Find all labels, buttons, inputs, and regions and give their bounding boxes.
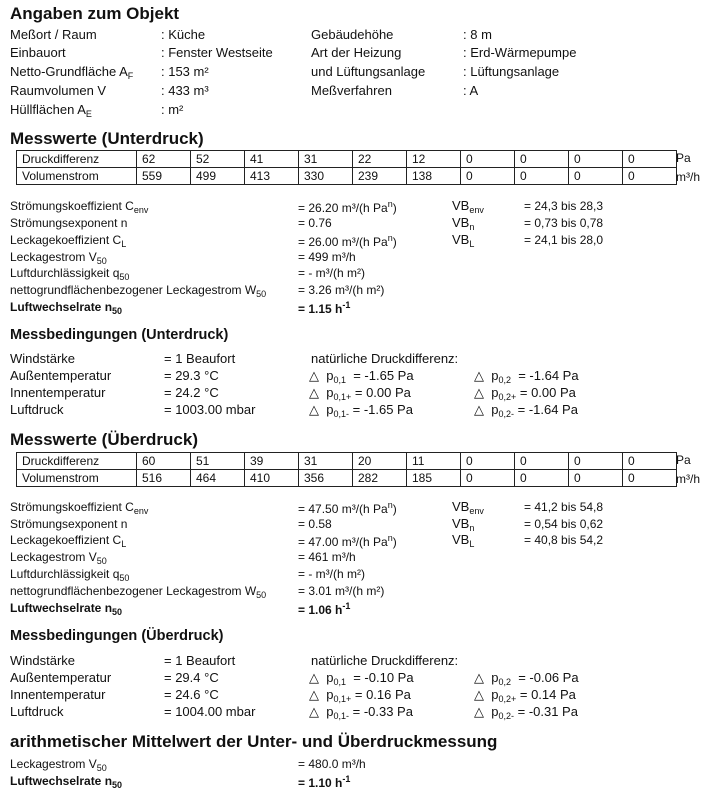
- table-cell: 185: [407, 470, 461, 487]
- under-cond-label: Innentemperatur: [10, 385, 106, 400]
- under-cond-value: = 1003.00 mbar: [164, 402, 256, 417]
- table-cell: 413: [245, 168, 299, 185]
- under-vb-range: = 0,73 bis 0,78: [524, 216, 604, 230]
- under-cond-value: = 29.3 °C: [164, 368, 219, 383]
- object-label-einbauort: Einbauort: [10, 45, 66, 60]
- table-cell: Volumenstrom: [17, 470, 137, 487]
- delta-icon: △: [474, 687, 484, 702]
- under-nat-p1: △ $p_{0,1+} = 0.00$ Pa: [309, 385, 411, 402]
- over-result-value: = 3.01 m³/(h m²): [298, 584, 385, 598]
- under-result-value: = - m³/(h m²): [298, 266, 365, 280]
- under-unit-pa: Pa: [676, 151, 691, 165]
- object-value-raumvolumen: : 433 m³: [161, 83, 209, 98]
- table-cell: 516: [137, 470, 191, 487]
- object-value-lueftung: : Lüftungsanlage: [463, 64, 560, 79]
- under-vb-label: $VB_{env}$: [452, 198, 484, 215]
- over-vb-range: = 41,2 bis 54,8: [524, 500, 604, 514]
- under-result-value: = 0.76: [298, 216, 332, 230]
- table-cell: Druckdifferenz: [17, 453, 137, 470]
- under-nat-p2: △ $p_{0,2+} = 0.00$ Pa: [474, 385, 576, 402]
- table-cell: 0: [461, 470, 515, 487]
- table-cell: 282: [353, 470, 407, 487]
- under-result-label: Strömungsexponent n: [10, 216, 128, 230]
- over-nat-p2: △ $p_{0,2+} = 0.14$ Pa: [474, 687, 576, 704]
- under-vb-label: $VB_n$: [452, 215, 475, 232]
- table-cell: Druckdifferenz: [17, 151, 137, 168]
- table-cell: 0: [569, 151, 623, 168]
- table-cell: 330: [299, 168, 353, 185]
- mean-leak-value: = 480.0 m³/h: [298, 757, 366, 771]
- over-vb-range: = 40,8 bis 54,2: [524, 533, 604, 547]
- over-unit-m3h: m³/h: [676, 472, 700, 486]
- table-cell: 20: [353, 453, 407, 470]
- over-result-value: = 0.58: [298, 517, 332, 531]
- table-cell: 559: [137, 168, 191, 185]
- under-nat-p2: △ $p_{0,2} = -1.64$ Pa: [474, 368, 579, 385]
- table-cell: 499: [191, 168, 245, 185]
- table-cell: 138: [407, 168, 461, 185]
- object-label-lueftung: und Lüftungsanlage: [311, 64, 426, 79]
- under-result-label: Leckagestrom $V_{50}$: [10, 250, 107, 266]
- under-cond-label: Außentemperatur: [10, 368, 112, 383]
- over-result-label: Strömungsexponent n: [10, 517, 128, 531]
- delta-icon: △: [474, 402, 484, 417]
- mean-leak-label: Leckagestrom $V_{50}$: [10, 757, 107, 773]
- under-cond-label: Windstärke: [10, 351, 76, 366]
- over-vb-label: $VB_L$: [452, 532, 475, 549]
- under-unit-m3h: m³/h: [676, 170, 700, 184]
- table-cell: Volumenstrom: [17, 168, 137, 185]
- object-label-raumvolumen: Raumvolumen V: [10, 83, 107, 98]
- over-cond-label: Luftdruck: [10, 704, 64, 719]
- table-cell: 12: [407, 151, 461, 168]
- object-value-messverfahren: : A: [463, 83, 479, 98]
- over-title: Messwerte (Überdruck): [10, 430, 199, 449]
- object-value-huellflaechen: : m²: [161, 102, 184, 117]
- over-unit-pa: Pa: [676, 453, 691, 467]
- under-result-label: Leckagekoeffizient $C_L$: [10, 233, 127, 249]
- over-nat-p1: △ $p_{0,1} = -0.10$ Pa: [309, 670, 414, 687]
- delta-icon: △: [474, 368, 484, 383]
- under-vb-label: $VB_L$: [452, 232, 475, 249]
- delta-icon: △: [309, 704, 319, 719]
- table-cell: 39: [245, 453, 299, 470]
- over-vb-label: $VB_n$: [452, 516, 475, 533]
- table-cell: 0: [515, 151, 569, 168]
- table-cell: 62: [137, 151, 191, 168]
- delta-icon: △: [309, 670, 319, 685]
- table-cell: 0: [623, 151, 677, 168]
- under-vb-range: = 24,1 bis 28,0: [524, 233, 604, 247]
- delta-icon: △: [309, 402, 319, 417]
- table-row: [17, 453, 677, 470]
- object-label-messort: Meßort / Raum: [10, 27, 97, 42]
- delta-icon: △: [474, 704, 484, 719]
- under-result-label: Strömungskoeffizient $C_{env}$: [10, 199, 149, 215]
- under-nat-p1: △ $p_{0,1} = -1.65$ Pa: [309, 368, 414, 385]
- table-cell: 239: [353, 168, 407, 185]
- over-cond-value: = 1004.00 mbar: [164, 704, 256, 719]
- over-rate-value: = 1.06 $h^{-1}$: [298, 601, 351, 617]
- delta-icon: △: [474, 385, 484, 400]
- under-nat-p1: △ $p_{0,1-} = -1.65$ Pa: [309, 402, 413, 419]
- over-result-label: Strömungskoeffizient $C_{env}$: [10, 500, 149, 516]
- table-cell: 11: [407, 453, 461, 470]
- table-row: [17, 470, 677, 487]
- under-nat-title: natürliche Druckdifferenz:: [311, 351, 459, 366]
- over-cond-title: Messbedingungen (Überdruck): [10, 628, 224, 644]
- under-rate-value: = 1.15 $h^{-1}$: [298, 300, 351, 316]
- table-cell: 0: [623, 168, 677, 185]
- over-result-value: = 461 m³/h: [298, 550, 356, 564]
- under-title: Messwerte (Unterdruck): [10, 129, 204, 148]
- under-vb-range: = 24,3 bis 28,3: [524, 199, 604, 213]
- object-label-huellflaechen: Hüllflächen $A_E$: [10, 102, 92, 119]
- object-title: Angaben zum Objekt: [10, 4, 180, 23]
- mean-title: arithmetischer Mittelwert der Unter- und Überdruckmessung: [10, 732, 498, 751]
- table-cell: 60: [137, 453, 191, 470]
- under-cond-label: Luftdruck: [10, 402, 64, 417]
- table-row: [17, 168, 677, 185]
- over-result-value: = 47.50 m³/(h Pa$^n$): [298, 500, 397, 516]
- table-cell: 356: [299, 470, 353, 487]
- object-value-heizung: : Erd-Wärmepumpe: [463, 45, 577, 60]
- table-cell: 0: [623, 453, 677, 470]
- over-nat-p2: △ $p_{0,2} = -0.06$ Pa: [474, 670, 579, 687]
- object-label-messverfahren: Meßverfahren: [311, 83, 392, 98]
- over-nat-p1: △ $p_{0,1-} = -0.33$ Pa: [309, 704, 413, 721]
- table-cell: 410: [245, 470, 299, 487]
- over-result-value: = - m³/(h m²): [298, 567, 365, 581]
- under-result-value: = 499 m³/h: [298, 250, 356, 264]
- table-cell: 22: [353, 151, 407, 168]
- over-nat-title: natürliche Druckdifferenz:: [311, 653, 459, 668]
- over-cond-label: Windstärke: [10, 653, 76, 668]
- table-cell: 0: [569, 470, 623, 487]
- over-cond-value: = 24.6 °C: [164, 687, 219, 702]
- object-value-grundflaeche: : 153 m²: [161, 64, 209, 79]
- table-cell: 0: [569, 453, 623, 470]
- object-value-einbauort: : Fenster Westseite: [161, 45, 273, 60]
- delta-icon: △: [309, 368, 319, 383]
- table-cell: 0: [515, 453, 569, 470]
- object-label-grundflaeche: Netto-Grundfläche $A_F$: [10, 64, 134, 81]
- mean-rate-label: Luftwechselrate $n_{50}$: [10, 774, 123, 790]
- object-value-gebaeudehoehe: : 8 m: [463, 27, 492, 42]
- table-cell: 41: [245, 151, 299, 168]
- over-nat-p2: △ $p_{0,2-} = -0.31$ Pa: [474, 704, 578, 721]
- table-cell: 51: [191, 453, 245, 470]
- object-value-messort: : Küche: [161, 27, 206, 42]
- under-nat-p2: △ $p_{0,2-} = -1.64$ Pa: [474, 402, 578, 419]
- under-result-value: = 26.20 m³/(h Pa$^n$): [298, 199, 397, 215]
- over-vb-label: $VB_{env}$: [452, 499, 484, 516]
- table-cell: 0: [623, 470, 677, 487]
- under-cond-title: Messbedingungen (Unterdruck): [10, 327, 229, 343]
- over-cond-label: Außentemperatur: [10, 670, 112, 685]
- table-cell: 52: [191, 151, 245, 168]
- table-cell: 31: [299, 151, 353, 168]
- over-result-value: = 47.00 m³/(h Pa$^n$): [298, 533, 397, 549]
- over-cond-label: Innentemperatur: [10, 687, 106, 702]
- under-result-value: = 3.26 m³/(h m²): [298, 283, 385, 297]
- delta-icon: △: [474, 670, 484, 685]
- table-cell: 0: [515, 168, 569, 185]
- over-result-label: nettogrundflächenbezogener Leckagestrom $W_{50}$: [10, 584, 267, 600]
- over-vb-range: = 0,54 bis 0,62: [524, 517, 604, 531]
- table-cell: 464: [191, 470, 245, 487]
- under-rate-label: Luftwechselrate $n_{50}$: [10, 300, 123, 316]
- over-result-label: Leckagestrom $V_{50}$: [10, 550, 107, 566]
- table-cell: 0: [515, 470, 569, 487]
- delta-icon: △: [309, 385, 319, 400]
- mean-rate-value: = 1.10 $h^{-1}$: [298, 774, 351, 790]
- under-result-label: Luftdurchlässigkeit $q_{50}$: [10, 266, 130, 282]
- over-result-label: Leckagekoeffizient $C_L$: [10, 533, 127, 549]
- over-cond-value: = 29.4 °C: [164, 670, 219, 685]
- under-result-value: = 26.00 m³/(h Pa$^n$): [298, 233, 397, 249]
- over-rate-label: Luftwechselrate $n_{50}$: [10, 601, 123, 617]
- under-cond-value: = 24.2 °C: [164, 385, 219, 400]
- delta-icon: △: [309, 687, 319, 702]
- over-nat-p1: △ $p_{0,1+} = 0.16$ Pa: [309, 687, 411, 704]
- under-measurement-table: [16, 150, 677, 185]
- under-result-label: nettogrundflächenbezogener Leckagestrom $W_{50}$: [10, 283, 267, 299]
- table-cell: 0: [461, 151, 515, 168]
- over-cond-value: = 1 Beaufort: [164, 653, 236, 668]
- over-measurement-table: [16, 452, 677, 487]
- under-cond-value: = 1 Beaufort: [164, 351, 236, 366]
- table-row: [17, 151, 677, 168]
- over-result-label: Luftdurchlässigkeit $q_{50}$: [10, 567, 130, 583]
- table-cell: 0: [461, 168, 515, 185]
- object-label-gebaeudehoehe: Gebäudehöhe: [311, 27, 394, 42]
- table-cell: 0: [569, 168, 623, 185]
- table-cell: 0: [461, 453, 515, 470]
- table-cell: 31: [299, 453, 353, 470]
- object-label-heizung: Art der Heizung: [311, 45, 402, 60]
